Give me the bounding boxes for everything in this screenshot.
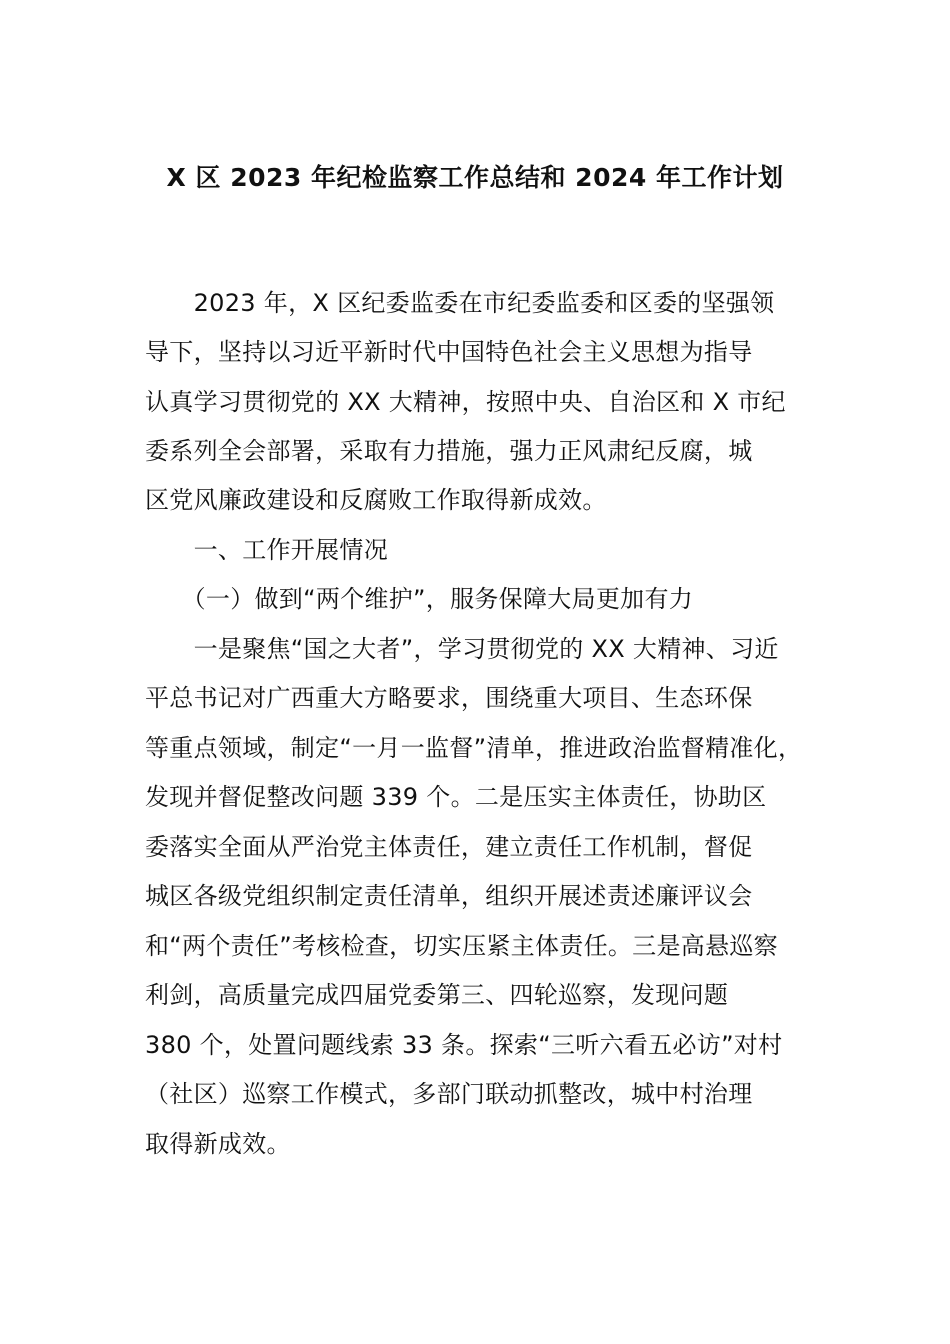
- paragraph-line: 认真学习贯彻党的 XX 大精神，按照中央、自治区和 X 市纪: [145, 388, 786, 416]
- paragraph-line: 委落实全面从严治党主体责任，建立责任工作机制，督促: [145, 833, 753, 861]
- paragraph-line: 2023 年，X 区纪委监委在市纪委监委和区委的坚强领: [145, 289, 775, 317]
- paragraph-line: 委系列全会部署，采取有力措施，强力正风肃纪反腐，城: [145, 437, 753, 465]
- paragraph-line: 取得新成效。: [145, 1130, 291, 1158]
- paragraph-line: 380 个，处置问题线索 33 条。探索“三听六看五必访”对村: [145, 1031, 783, 1059]
- paragraph-line: 导下，坚持以习近平新时代中国特色社会主义思想为指导: [145, 338, 753, 366]
- paragraph-line: 发现并督促整改问题 339 个。二是压实主体责任，协助区: [145, 783, 767, 811]
- paragraph-line: 城区各级党组织制定责任清单，组织开展述责述廉评议会: [145, 882, 753, 910]
- paragraph-line: 平总书记对广西重大方略要求，围绕重大项目、生态环保: [145, 684, 753, 712]
- paragraph-line: 一是聚焦“国之大者”，学习贯彻党的 XX 大精神、习近: [145, 635, 779, 663]
- document-title: X 区 2023 年纪检监察工作总结和 2024 年工作计划: [166, 163, 784, 192]
- paragraph-line: 区党风廉政建设和反腐败工作取得新成效。: [145, 486, 607, 514]
- paragraph-line: （社区）巡察工作模式，多部门联动抓整改，城中村治理: [145, 1080, 753, 1108]
- paragraph-line: 利剑，高质量完成四届党委第三、四轮巡察，发现问题: [145, 981, 729, 1009]
- paragraph-line: 等重点领域，制定“一月一监督”清单，推进政治监督精准化，: [145, 734, 803, 762]
- subsection-heading: （一）做到“两个维护”，服务保障大局更加有力: [145, 585, 694, 613]
- section-heading: 一、工作开展情况: [145, 536, 388, 564]
- paragraph-line: 和“两个责任”考核检查，切实压紧主体责任。三是高悬巡察: [145, 932, 778, 960]
